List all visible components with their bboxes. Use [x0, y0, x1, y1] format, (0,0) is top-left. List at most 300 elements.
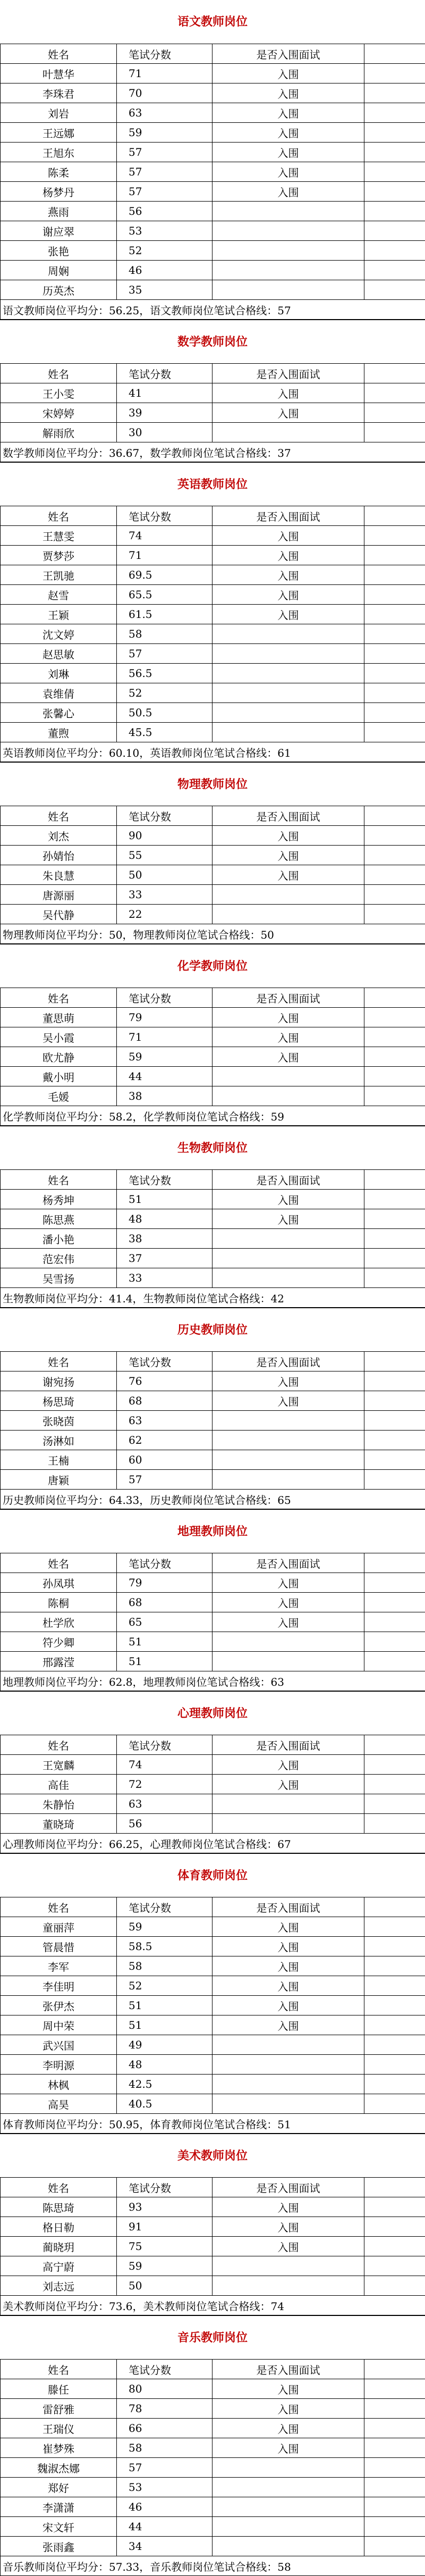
- section-title: 英语教师岗位: [0, 462, 425, 506]
- interview-status: 入围: [212, 2197, 364, 2217]
- table-row: [1, 202, 425, 221]
- candidate-score: 90: [117, 826, 212, 846]
- header-row: [1, 2178, 425, 2197]
- header-name: 姓名: [1, 364, 117, 383]
- table-row: [1, 1411, 425, 1431]
- summary-row: [1, 1106, 425, 1126]
- table-row: [1, 2419, 425, 2438]
- interview-status: [212, 1632, 364, 1652]
- summary-row: [1, 1671, 425, 1691]
- blank-cell: [364, 2075, 425, 2094]
- candidate-name: 张伊杰: [1, 1996, 117, 2015]
- interview-status: 入围: [212, 2438, 364, 2458]
- candidate-name: 刘志远: [1, 2276, 117, 2296]
- blank-cell: [364, 1391, 425, 1411]
- table-row: [1, 905, 425, 924]
- candidate-score: 60: [117, 1450, 212, 1470]
- candidate-name: 吴小霞: [1, 1027, 117, 1047]
- interview-status: [212, 723, 364, 742]
- interview-status: [212, 644, 364, 664]
- score-table: [0, 1169, 425, 1308]
- candidate-score: 61.5: [117, 605, 212, 624]
- header-row: [1, 44, 425, 64]
- table-row: [1, 280, 425, 300]
- candidate-score: 59: [117, 2256, 212, 2276]
- header-name: 姓名: [1, 44, 117, 64]
- section-title: 化学教师岗位: [0, 944, 425, 988]
- header-status: 是否入围面试: [212, 2178, 364, 2197]
- section-title: 体育教师岗位: [0, 1853, 425, 1897]
- interview-status: 入围: [212, 1573, 364, 1593]
- header-blank: [364, 1897, 425, 1917]
- interview-status: 入围: [212, 826, 364, 846]
- table-row: [1, 2015, 425, 2035]
- table-row: [1, 2438, 425, 2458]
- candidate-score: 58: [117, 2438, 212, 2458]
- candidate-name: 李军: [1, 1956, 117, 1976]
- header-row: [1, 2360, 425, 2379]
- candidate-name: 崔梦殊: [1, 2438, 117, 2458]
- interview-status: 入围: [212, 83, 364, 103]
- blank-cell: [364, 683, 425, 703]
- header-blank: [364, 1553, 425, 1573]
- table-row: [1, 1652, 425, 1671]
- blank-cell: [364, 846, 425, 865]
- table-row: [1, 644, 425, 664]
- position-section: [0, 944, 425, 1126]
- table-row: [1, 546, 425, 565]
- candidate-score: 50: [117, 865, 212, 885]
- blank-cell: [364, 423, 425, 442]
- candidate-name: 陈桐: [1, 1593, 117, 1612]
- table-row: [1, 143, 425, 162]
- section-summary: 音乐教师岗位平均分：57.33，音乐教师岗位笔试合格线：58: [1, 2556, 425, 2576]
- blank-cell: [364, 605, 425, 624]
- blank-cell: [364, 1431, 425, 1450]
- blank-cell: [364, 1067, 425, 1086]
- interview-status: [212, 1086, 364, 1106]
- candidate-name: 周娴: [1, 261, 117, 280]
- table-row: [1, 865, 425, 885]
- blank-cell: [364, 143, 425, 162]
- candidate-score: 57: [117, 143, 212, 162]
- blank-cell: [364, 2237, 425, 2256]
- interview-status: [212, 2497, 364, 2517]
- table-row: [1, 1249, 425, 1268]
- interview-status: [212, 624, 364, 644]
- blank-cell: [364, 585, 425, 605]
- candidate-score: 63: [117, 103, 212, 123]
- candidate-score: 80: [117, 2379, 212, 2399]
- blank-cell: [364, 526, 425, 546]
- candidate-score: 44: [117, 2517, 212, 2537]
- candidate-score: 37: [117, 1249, 212, 1268]
- candidate-score: 65: [117, 1612, 212, 1632]
- candidate-score: 72: [117, 1775, 212, 1794]
- candidate-name: 童丽萍: [1, 1917, 117, 1937]
- interview-status: [212, 703, 364, 723]
- candidate-name: 蔺晓玥: [1, 2237, 117, 2256]
- candidate-score: 68: [117, 1593, 212, 1612]
- candidate-name: 高佳: [1, 1775, 117, 1794]
- candidate-name: 魏淑杰娜: [1, 2458, 117, 2478]
- interview-status: [212, 1067, 364, 1086]
- table-row: [1, 1268, 425, 1288]
- score-table: [0, 363, 425, 462]
- candidate-name: 王远娜: [1, 123, 117, 143]
- candidate-name: 董煦: [1, 723, 117, 742]
- interview-status: 入围: [212, 1755, 364, 1775]
- header-row: [1, 364, 425, 383]
- header-row: [1, 1735, 425, 1755]
- blank-cell: [364, 624, 425, 644]
- blank-cell: [364, 1249, 425, 1268]
- candidate-name: 王旭东: [1, 143, 117, 162]
- table-row: [1, 2217, 425, 2237]
- table-row: [1, 565, 425, 585]
- interview-status: [212, 683, 364, 703]
- candidate-score: 58: [117, 624, 212, 644]
- interview-status: 入围: [212, 565, 364, 585]
- candidate-name: 王楠: [1, 1450, 117, 1470]
- candidate-score: 44: [117, 1067, 212, 1086]
- interview-status: 入围: [212, 546, 364, 565]
- candidate-score: 57: [117, 1470, 212, 1490]
- candidate-score: 56: [117, 202, 212, 221]
- section-summary: 英语教师岗位平均分：60.10，英语教师岗位笔试合格线：61: [1, 742, 425, 762]
- blank-cell: [364, 2537, 425, 2556]
- blank-cell: [364, 1937, 425, 1956]
- blank-cell: [364, 202, 425, 221]
- interview-status: [212, 2035, 364, 2055]
- interview-status: 入围: [212, 526, 364, 546]
- candidate-score: 68: [117, 1391, 212, 1411]
- candidate-name: 高昊: [1, 2094, 117, 2114]
- table-row: [1, 2197, 425, 2217]
- table-row: [1, 383, 425, 403]
- table-row: [1, 1008, 425, 1027]
- interview-status: [212, 1249, 364, 1268]
- candidate-score: 22: [117, 905, 212, 924]
- table-row: [1, 1976, 425, 1996]
- candidate-name: 王小雯: [1, 383, 117, 403]
- section-title: 语文教师岗位: [0, 0, 425, 44]
- blank-cell: [364, 83, 425, 103]
- section-summary: 语文教师岗位平均分：56.25，语文教师岗位笔试合格线：57: [1, 300, 425, 320]
- summary-row: [1, 2114, 425, 2134]
- interview-status: 入围: [212, 1047, 364, 1067]
- candidate-score: 30: [117, 423, 212, 442]
- candidate-score: 34: [117, 2537, 212, 2556]
- candidate-name: 陈思琦: [1, 2197, 117, 2217]
- candidate-name: 李明源: [1, 2055, 117, 2075]
- blank-cell: [364, 644, 425, 664]
- table-row: [1, 2276, 425, 2296]
- candidate-score: 52: [117, 1976, 212, 1996]
- blank-cell: [364, 221, 425, 241]
- candidate-score: 70: [117, 83, 212, 103]
- candidate-name: 杨梦丹: [1, 182, 117, 202]
- blank-cell: [364, 1229, 425, 1249]
- table-row: [1, 526, 425, 546]
- interview-status: 入围: [212, 64, 364, 83]
- candidate-name: 贾梦莎: [1, 546, 117, 565]
- blank-cell: [364, 546, 425, 565]
- interview-status: [212, 885, 364, 905]
- summary-row: [1, 1490, 425, 1509]
- table-row: [1, 2517, 425, 2537]
- header-score: 笔试分数: [117, 806, 212, 826]
- candidate-name: 王宽麟: [1, 1755, 117, 1775]
- position-section: [0, 1509, 425, 1691]
- blank-cell: [364, 1470, 425, 1490]
- header-name: 姓名: [1, 2178, 117, 2197]
- interview-status: [212, 1450, 364, 1470]
- interview-status: 入围: [212, 605, 364, 624]
- candidate-score: 71: [117, 1027, 212, 1047]
- header-name: 姓名: [1, 1170, 117, 1190]
- candidate-name: 解雨欣: [1, 423, 117, 442]
- blank-cell: [364, 1209, 425, 1229]
- candidate-name: 武兴国: [1, 2035, 117, 2055]
- interview-status: 入围: [212, 1976, 364, 1996]
- candidate-name: 潘小艳: [1, 1229, 117, 1249]
- interview-status: 入围: [212, 865, 364, 885]
- candidate-name: 欧尤静: [1, 1047, 117, 1067]
- blank-cell: [364, 1411, 425, 1431]
- section-title: 音乐教师岗位: [0, 2315, 425, 2359]
- interview-status: [212, 2458, 364, 2478]
- candidate-score: 49: [117, 2035, 212, 2055]
- candidate-score: 48: [117, 2055, 212, 2075]
- table-row: [1, 1775, 425, 1794]
- candidate-name: 谢应翠: [1, 221, 117, 241]
- header-score: 笔试分数: [117, 44, 212, 64]
- interview-status: [212, 202, 364, 221]
- table-row: [1, 103, 425, 123]
- candidate-name: 杜学欣: [1, 1612, 117, 1632]
- blank-cell: [364, 905, 425, 924]
- interview-status: 入围: [212, 1027, 364, 1047]
- blank-cell: [364, 885, 425, 905]
- table-row: [1, 2399, 425, 2419]
- candidate-score: 53: [117, 221, 212, 241]
- score-table: [0, 2359, 425, 2576]
- candidate-name: 符少卿: [1, 1632, 117, 1652]
- blank-cell: [364, 123, 425, 143]
- header-name: 姓名: [1, 1352, 117, 1371]
- table-row: [1, 182, 425, 202]
- header-score: 笔试分数: [117, 1170, 212, 1190]
- interview-status: 入围: [212, 383, 364, 403]
- blank-cell: [364, 1755, 425, 1775]
- blank-cell: [364, 1573, 425, 1593]
- candidate-score: 79: [117, 1008, 212, 1027]
- candidate-name: 唐颖: [1, 1470, 117, 1490]
- candidate-score: 93: [117, 2197, 212, 2217]
- section-title: 历史教师岗位: [0, 1308, 425, 1351]
- position-section: [0, 2315, 425, 2576]
- candidate-score: 56: [117, 1814, 212, 1834]
- section-summary: 美术教师岗位平均分：73.6，美术教师岗位笔试合格线：74: [1, 2296, 425, 2315]
- candidate-name: 王瑞仪: [1, 2419, 117, 2438]
- table-row: [1, 1996, 425, 2015]
- candidate-name: 李珠君: [1, 83, 117, 103]
- interview-status: [212, 664, 364, 683]
- blank-cell: [364, 1794, 425, 1814]
- header-status: 是否入围面试: [212, 1553, 364, 1573]
- interview-status: 入围: [212, 2015, 364, 2035]
- position-section: [0, 1691, 425, 1853]
- interview-status: 入围: [212, 123, 364, 143]
- score-table: [0, 1553, 425, 1691]
- header-name: 姓名: [1, 2360, 117, 2379]
- table-row: [1, 1632, 425, 1652]
- candidate-name: 刘杰: [1, 826, 117, 846]
- interview-status: [212, 1229, 364, 1249]
- score-table: [0, 1897, 425, 2134]
- interview-status: 入围: [212, 1008, 364, 1027]
- candidate-name: 格日勒: [1, 2217, 117, 2237]
- candidate-name: 杨思琦: [1, 1391, 117, 1411]
- header-status: 是否入围面试: [212, 1352, 364, 1371]
- candidate-name: 李佳明: [1, 1976, 117, 1996]
- summary-row: [1, 300, 425, 320]
- position-section: [0, 462, 425, 762]
- candidate-score: 45.5: [117, 723, 212, 742]
- candidate-name: 王颖: [1, 605, 117, 624]
- header-score: 笔试分数: [117, 1897, 212, 1917]
- position-section: [0, 1308, 425, 1509]
- blank-cell: [364, 2517, 425, 2537]
- table-row: [1, 1190, 425, 1209]
- section-title: 生物教师岗位: [0, 1126, 425, 1169]
- header-blank: [364, 988, 425, 1008]
- candidate-score: 33: [117, 885, 212, 905]
- candidate-score: 42.5: [117, 2075, 212, 2094]
- candidate-score: 51: [117, 1190, 212, 1209]
- candidate-name: 高宁蔚: [1, 2256, 117, 2276]
- table-row: [1, 1027, 425, 1047]
- candidate-score: 51: [117, 1996, 212, 2015]
- candidate-score: 52: [117, 683, 212, 703]
- blank-cell: [364, 2399, 425, 2419]
- blank-cell: [364, 2276, 425, 2296]
- table-row: [1, 1067, 425, 1086]
- interview-status: 入围: [212, 403, 364, 423]
- header-blank: [364, 1735, 425, 1755]
- candidate-score: 51: [117, 1652, 212, 1671]
- blank-cell: [364, 664, 425, 683]
- header-name: 姓名: [1, 1735, 117, 1755]
- candidate-name: 滕任: [1, 2379, 117, 2399]
- candidate-score: 57: [117, 162, 212, 182]
- interview-status: 入围: [212, 1391, 364, 1411]
- candidate-score: 51: [117, 2015, 212, 2035]
- candidate-name: 朱静怡: [1, 1794, 117, 1814]
- candidate-name: 杨秀坤: [1, 1190, 117, 1209]
- interview-status: [212, 2094, 364, 2114]
- interview-status: 入围: [212, 1956, 364, 1976]
- interview-status: 入围: [212, 1775, 364, 1794]
- blank-cell: [364, 565, 425, 585]
- candidate-name: 戴小明: [1, 1067, 117, 1086]
- blank-cell: [364, 1612, 425, 1632]
- header-name: 姓名: [1, 1897, 117, 1917]
- interview-status: [212, 2075, 364, 2094]
- table-row: [1, 826, 425, 846]
- table-row: [1, 2237, 425, 2256]
- candidate-score: 33: [117, 1268, 212, 1288]
- table-row: [1, 1229, 425, 1249]
- interview-status: [212, 1470, 364, 1490]
- table-row: [1, 1470, 425, 1490]
- candidate-name: 董晓琦: [1, 1814, 117, 1834]
- candidate-name: 宋文轩: [1, 2517, 117, 2537]
- candidate-name: 郑好: [1, 2478, 117, 2497]
- blank-cell: [364, 865, 425, 885]
- summary-row: [1, 742, 425, 762]
- section-summary: 物理教师岗位平均分：50，物理教师岗位笔试合格线：50: [1, 924, 425, 944]
- candidate-score: 35: [117, 280, 212, 300]
- interview-status: [212, 241, 364, 261]
- blank-cell: [364, 1917, 425, 1937]
- score-table: [0, 1351, 425, 1509]
- blank-cell: [364, 1027, 425, 1047]
- interview-status: [212, 1794, 364, 1814]
- candidate-name: 陈柔: [1, 162, 117, 182]
- table-row: [1, 423, 425, 442]
- blank-cell: [364, 2497, 425, 2517]
- blank-cell: [364, 2438, 425, 2458]
- header-score: 笔试分数: [117, 506, 212, 526]
- candidate-name: 刘岩: [1, 103, 117, 123]
- header-blank: [364, 2360, 425, 2379]
- blank-cell: [364, 2094, 425, 2114]
- blank-cell: [364, 1956, 425, 1976]
- candidate-score: 69.5: [117, 565, 212, 585]
- header-row: [1, 988, 425, 1008]
- blank-cell: [364, 383, 425, 403]
- interview-status: 入围: [212, 1371, 364, 1391]
- candidate-name: 邢露滢: [1, 1652, 117, 1671]
- blank-cell: [364, 103, 425, 123]
- table-row: [1, 1612, 425, 1632]
- candidate-name: 林枫: [1, 2075, 117, 2094]
- interview-status: 入围: [212, 143, 364, 162]
- candidate-score: 58.5: [117, 1937, 212, 1956]
- summary-row: [1, 442, 425, 462]
- score-table: [0, 2177, 425, 2315]
- table-row: [1, 403, 425, 423]
- table-row: [1, 2256, 425, 2276]
- interview-status: 入围: [212, 1996, 364, 2015]
- table-row: [1, 2379, 425, 2399]
- blank-cell: [364, 64, 425, 83]
- table-row: [1, 2035, 425, 2055]
- interview-status: 入围: [212, 1917, 364, 1937]
- header-name: 姓名: [1, 988, 117, 1008]
- blank-cell: [364, 162, 425, 182]
- table-row: [1, 1450, 425, 1470]
- candidate-name: 刘琳: [1, 664, 117, 683]
- section-summary: 心理教师岗位平均分：66.25，心理教师岗位笔试合格线：67: [1, 1834, 425, 1853]
- table-row: [1, 1047, 425, 1067]
- interview-status: [212, 221, 364, 241]
- table-row: [1, 241, 425, 261]
- candidate-name: 孙凤琪: [1, 1573, 117, 1593]
- summary-row: [1, 924, 425, 944]
